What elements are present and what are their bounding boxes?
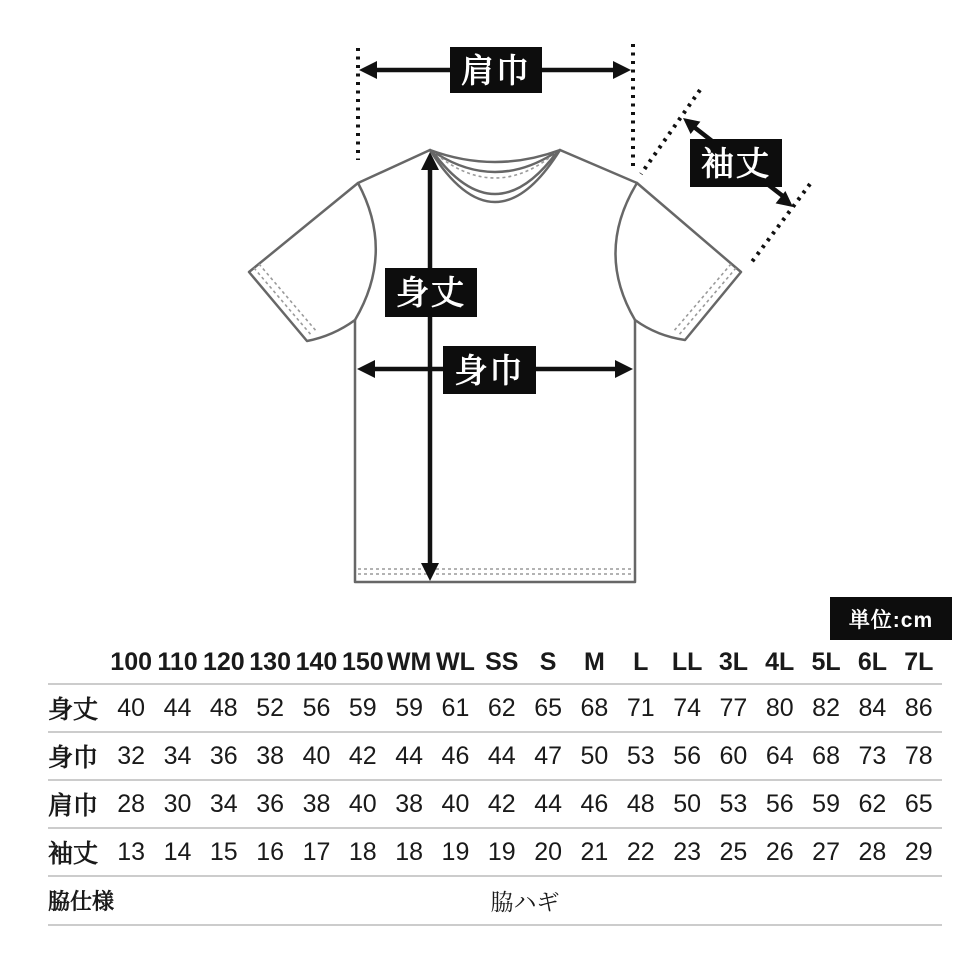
measurement-value-cell: 18 <box>395 837 424 866</box>
size-column-header: S <box>539 647 557 676</box>
measurement-value-cell: 65 <box>904 789 933 818</box>
size-column-header: WL <box>436 647 475 676</box>
measurement-value-cell: 68 <box>580 693 609 722</box>
measurement-value-cell: 40 <box>302 741 331 770</box>
measurement-value-cell: 46 <box>441 741 470 770</box>
measurement-value-cell: 44 <box>395 741 424 770</box>
measurement-value-cell: 71 <box>626 693 655 722</box>
measurement-value-cell: 60 <box>719 741 748 770</box>
side-spec-label: 脇仕様 <box>48 889 115 914</box>
size-column-header: LL <box>671 647 703 676</box>
measurement-value-cell: 36 <box>209 741 238 770</box>
measurement-value-cell: 36 <box>256 789 285 818</box>
measurement-value-cell: 21 <box>580 837 609 866</box>
size-table-header-row <box>48 641 942 684</box>
size-column-header: 7L <box>904 647 934 676</box>
measurement-value-cell: 65 <box>534 693 563 722</box>
size-column-header: 140 <box>295 647 338 676</box>
size-column-header: L <box>633 647 649 676</box>
size-column-header: 150 <box>341 647 384 676</box>
arrowhead <box>359 61 377 79</box>
side-spec-row <box>48 876 942 925</box>
measurement-value-cell: 30 <box>163 789 192 818</box>
measurement-value-cell: 50 <box>673 789 701 818</box>
sleeve-length-label: 袖丈 <box>690 139 782 187</box>
measurement-value-cell: 50 <box>580 741 609 770</box>
size-column-header: M <box>584 647 605 676</box>
measurement-value-cell: 64 <box>765 741 794 770</box>
measurement-row-label: 身丈 <box>48 696 99 724</box>
measurement-value-cell: 28 <box>858 837 887 866</box>
measurement-value-cell: 59 <box>812 789 840 818</box>
measurement-value-cell: 15 <box>209 837 238 866</box>
measurement-value-cell: 46 <box>580 789 609 818</box>
size-column-header: WM <box>386 647 432 676</box>
measurement-value-cell: 61 <box>441 693 470 722</box>
body-length-label: 身丈 <box>385 268 477 317</box>
measurement-value-cell: 42 <box>487 789 516 818</box>
measurement-value-cell: 73 <box>858 741 887 770</box>
measurement-value-cell: 32 <box>117 741 146 770</box>
measurement-value-cell: 48 <box>626 789 655 818</box>
measurement-value-cell: 40 <box>348 789 377 818</box>
measurement-value-cell: 62 <box>858 789 887 818</box>
measurement-value-cell: 19 <box>487 837 516 866</box>
measurement-value-cell: 28 <box>117 789 146 818</box>
measurement-value-cell: 27 <box>812 837 840 866</box>
measurement-value-cell: 48 <box>209 693 238 722</box>
measurement-value-cell: 44 <box>534 789 563 818</box>
measurement-value-cell: 78 <box>904 741 933 770</box>
measurement-value-cell: 44 <box>487 741 516 770</box>
size-column-header: 110 <box>157 647 198 676</box>
measurement-value-cell: 59 <box>395 693 424 722</box>
measurement-value-cell: 53 <box>719 789 748 818</box>
size-column-header: SS <box>485 647 519 676</box>
measurement-value-cell: 44 <box>163 693 192 722</box>
measurement-value-cell: 84 <box>858 693 887 722</box>
measurement-value-cell: 29 <box>904 837 933 866</box>
measurement-value-cell: 26 <box>765 837 794 866</box>
measurement-value-cell: 34 <box>163 741 192 770</box>
size-column-header: 3L <box>718 647 749 676</box>
measurement-value-cell: 17 <box>302 837 331 866</box>
measurement-row <box>48 780 942 828</box>
measurement-value-cell: 77 <box>719 693 748 722</box>
size-column-header: 5L <box>811 647 841 676</box>
measurement-value-cell: 59 <box>348 693 377 722</box>
size-table <box>48 641 942 926</box>
measurement-value-cell: 14 <box>163 837 192 866</box>
side-spec-value: 脇ハギ <box>490 889 560 915</box>
measurement-value-cell: 22 <box>626 837 655 866</box>
measurement-value-cell: 40 <box>117 693 146 722</box>
measurement-value-cell: 25 <box>719 837 748 866</box>
shoulder-width-label: 肩巾 <box>450 47 542 93</box>
measurement-value-cell: 52 <box>256 693 285 722</box>
measurement-value-cell: 34 <box>209 789 238 818</box>
measurement-row <box>48 828 942 876</box>
body-width-label: 身巾 <box>443 346 536 394</box>
measurement-value-cell: 47 <box>534 741 563 770</box>
measurement-value-cell: 62 <box>487 693 516 722</box>
measurement-value-cell: 18 <box>348 837 377 866</box>
measurement-row <box>48 732 942 780</box>
measurement-value-cell: 74 <box>673 693 701 722</box>
measurement-value-cell: 82 <box>812 693 840 722</box>
measurement-value-cell: 23 <box>673 837 701 866</box>
corner-cell <box>48 641 108 684</box>
measurement-row-label: 肩巾 <box>48 792 99 820</box>
measurement-value-cell: 16 <box>256 837 285 866</box>
measurement-value-cell: 53 <box>626 741 655 770</box>
measurement-value-cell: 68 <box>812 741 840 770</box>
measurement-value-cell: 38 <box>395 789 424 818</box>
measurement-value-cell: 40 <box>441 789 470 818</box>
unit-cm-badge: 単位:cm <box>830 597 952 640</box>
measurement-value-cell: 38 <box>302 789 331 818</box>
measurement-row-label: 身巾 <box>48 744 99 772</box>
size-column-header: 130 <box>249 647 291 676</box>
measurement-value-cell: 56 <box>673 741 701 770</box>
size-column-header: 100 <box>110 647 153 676</box>
measurement-row <box>48 684 942 732</box>
size-column-header: 4L <box>765 647 795 676</box>
measurement-value-cell: 20 <box>534 837 563 866</box>
measurement-value-cell: 80 <box>765 693 794 722</box>
size-column-header: 6L <box>857 647 887 676</box>
measurement-value-cell: 38 <box>256 741 285 770</box>
arrowhead <box>613 61 631 79</box>
measurement-value-cell: 56 <box>765 789 794 818</box>
size-column-header: 120 <box>202 647 245 676</box>
measurement-value-cell: 13 <box>117 837 146 866</box>
measurement-row-label: 袖丈 <box>48 840 99 868</box>
measurement-value-cell: 86 <box>904 693 933 722</box>
measurement-value-cell: 19 <box>441 837 470 866</box>
measurement-value-cell: 56 <box>302 693 331 722</box>
measurement-value-cell: 42 <box>348 741 377 770</box>
